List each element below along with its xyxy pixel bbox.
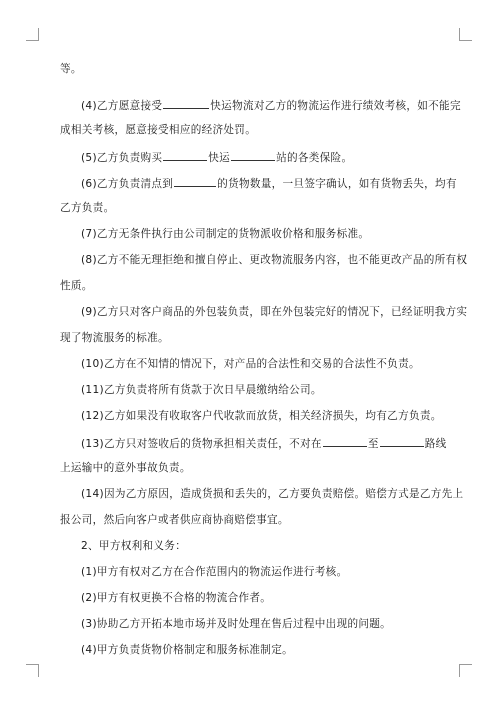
clause-9: (9)乙方只对客户商品的外包装负责，即在外包装完好的情况下，已经证明我方实 [81, 306, 468, 318]
section-heading: 2、甲方权利和义务： [81, 540, 187, 552]
clause-14: (14)因为乙方原因，造成货损和丢失的，乙方要负责赔偿。赔偿方式是乙方先上 [81, 488, 464, 500]
clause-12: (12)乙方如果没有收取客户代收款而放货，相关经济损失，均有乙方负责。 [81, 410, 442, 422]
crop-mark-bottom-left [26, 664, 39, 677]
blank-field [174, 175, 216, 187]
clause-13-cont: 上运输中的意外事故负责。 [60, 462, 191, 474]
party-a-clause-1: (1)甲方有权对乙方在合作范围内的物流运作进行考核。 [81, 566, 348, 578]
crop-mark-top-right [459, 28, 472, 41]
party-a-clause-2: (2)甲方有权更换不合格的物流合作者。 [81, 592, 272, 604]
blank-field [323, 435, 367, 447]
clause-8-cont: 性质。 [60, 280, 93, 292]
party-a-clause-4: (4)甲方负责货物价格制定和服务标准制定。 [81, 644, 293, 656]
clause-4-cont: 成相关考核，愿意接受相应的经济处罚。 [60, 124, 257, 136]
crop-mark-top-left [26, 28, 39, 41]
clause-6: (6)乙方负责清点到 的货物数量，一旦签字确认，如有货物丢失，均有 [81, 175, 457, 191]
clause-5: (5)乙方负责购买 快运 站的各类保险。 [81, 149, 352, 165]
blank-field [163, 149, 207, 161]
crop-mark-bottom-right [459, 664, 472, 677]
clause-14-cont: 报公司，然后向客户或者供应商协商赔偿事宜。 [60, 514, 289, 526]
clause-8: (8)乙方不能无理拒绝和擅自停止、更改物流服务内容，也不能更改产品的所有权 [81, 254, 468, 266]
blank-field [380, 435, 424, 447]
blank-field [231, 149, 275, 161]
blank-field [163, 97, 209, 109]
text-line: 等。 [60, 63, 82, 75]
clause-6-cont: 乙方负责。 [60, 202, 115, 214]
clause-7: (7)乙方无条件执行由公司制定的货物派收价格和服务标准。 [81, 228, 370, 240]
clause-9-cont: 现了物流服务的标准。 [60, 332, 169, 344]
clause-10: (10)乙方在不知情的情况下，对产品的合法性和交易的合法性不负责。 [81, 358, 420, 370]
clause-4: (4)乙方愿意接受 快运物流对乙方的物流运作进行绩效考核，如不能完 [81, 97, 461, 113]
clause-11: (11)乙方负责将所有货款于次日早晨缴纳给公司。 [81, 384, 322, 396]
clause-13: (13)乙方只对签收后的货物承担相关责任，不对在 至 路线 [81, 435, 447, 451]
party-a-clause-3: (3)协助乙方开拓本地市场并及时处理在售后过程中出现的问题。 [81, 618, 392, 630]
